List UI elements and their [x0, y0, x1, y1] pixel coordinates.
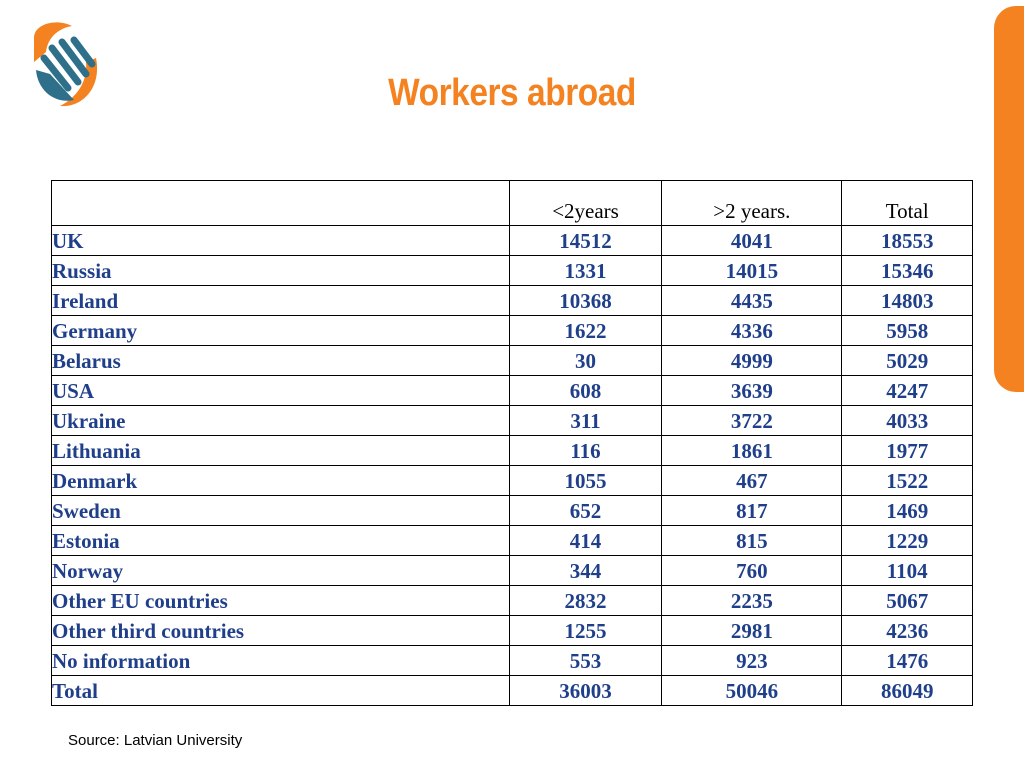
- table-row: [52, 496, 973, 526]
- table-row: [52, 556, 973, 586]
- gt2years-cell: 14015: [662, 256, 842, 286]
- gt2years-cell: 760: [662, 556, 842, 586]
- workers-table: [51, 180, 973, 706]
- total-cell: 1229: [842, 526, 973, 556]
- gt2years-cell: 3722: [662, 406, 842, 436]
- table-row: [52, 376, 973, 406]
- lt2years-cell: 1055: [509, 466, 661, 496]
- table-row: [52, 286, 973, 316]
- table-row: [52, 616, 973, 646]
- gt2years-cell: 4999: [662, 346, 842, 376]
- country-cell: Total: [52, 676, 510, 706]
- header-gt2years: >2 years.: [662, 181, 842, 226]
- country-cell: Norway: [52, 556, 510, 586]
- table-row: [52, 436, 973, 466]
- country-cell: Other third countries: [52, 616, 510, 646]
- gt2years-cell: 50046: [662, 676, 842, 706]
- gt2years-cell: 4041: [662, 226, 842, 256]
- gt2years-cell: 1861: [662, 436, 842, 466]
- country-cell: Belarus: [52, 346, 510, 376]
- lt2years-cell: 414: [509, 526, 661, 556]
- gt2years-cell: 2981: [662, 616, 842, 646]
- country-cell: Estonia: [52, 526, 510, 556]
- table-row: [52, 646, 973, 676]
- total-cell: 1469: [842, 496, 973, 526]
- total-cell: 5029: [842, 346, 973, 376]
- lt2years-cell: 311: [509, 406, 661, 436]
- lt2years-cell: 14512: [509, 226, 661, 256]
- lt2years-cell: 608: [509, 376, 661, 406]
- country-cell: Lithuania: [52, 436, 510, 466]
- country-cell: Sweden: [52, 496, 510, 526]
- table-row: [52, 676, 973, 706]
- lt2years-cell: 1331: [509, 256, 661, 286]
- country-cell: Russia: [52, 256, 510, 286]
- country-cell: UK: [52, 226, 510, 256]
- header-lt2years: <2years: [509, 181, 661, 226]
- total-cell: 1104: [842, 556, 973, 586]
- lt2years-cell: 1255: [509, 616, 661, 646]
- country-cell: USA: [52, 376, 510, 406]
- total-cell: 4247: [842, 376, 973, 406]
- table-row: [52, 586, 973, 616]
- table-body: [52, 226, 973, 706]
- total-cell: 4236: [842, 616, 973, 646]
- total-cell: 5067: [842, 586, 973, 616]
- table-row: [52, 346, 973, 376]
- total-cell: 4033: [842, 406, 973, 436]
- gt2years-cell: 817: [662, 496, 842, 526]
- lt2years-cell: 2832: [509, 586, 661, 616]
- country-cell: Ireland: [52, 286, 510, 316]
- table-row: [52, 526, 973, 556]
- table-row: [52, 226, 973, 256]
- country-cell: No information: [52, 646, 510, 676]
- gt2years-cell: 4435: [662, 286, 842, 316]
- lt2years-cell: 1622: [509, 316, 661, 346]
- gt2years-cell: 815: [662, 526, 842, 556]
- page-title: Workers abroad: [388, 72, 636, 114]
- country-cell: Other EU countries: [52, 586, 510, 616]
- country-cell: Denmark: [52, 466, 510, 496]
- table-header-row: [52, 181, 973, 226]
- header-total: Total: [842, 181, 973, 226]
- lt2years-cell: 553: [509, 646, 661, 676]
- total-cell: 1476: [842, 646, 973, 676]
- total-cell: 1977: [842, 436, 973, 466]
- country-cell: Germany: [52, 316, 510, 346]
- lt2years-cell: 36003: [509, 676, 661, 706]
- table-row: [52, 406, 973, 436]
- country-cell: Ukraine: [52, 406, 510, 436]
- total-cell: 1522: [842, 466, 973, 496]
- lt2years-cell: 344: [509, 556, 661, 586]
- lt2years-cell: 116: [509, 436, 661, 466]
- lt2years-cell: 652: [509, 496, 661, 526]
- source-note: Source: Latvian University: [68, 732, 243, 749]
- decorative-side-bar: [994, 6, 1024, 392]
- table-row: [52, 466, 973, 496]
- gt2years-cell: 2235: [662, 586, 842, 616]
- lt2years-cell: 10368: [509, 286, 661, 316]
- total-cell: 14803: [842, 286, 973, 316]
- gt2years-cell: 467: [662, 466, 842, 496]
- total-cell: 15346: [842, 256, 973, 286]
- total-cell: 18553: [842, 226, 973, 256]
- gt2years-cell: 4336: [662, 316, 842, 346]
- gt2years-cell: 923: [662, 646, 842, 676]
- total-cell: 5958: [842, 316, 973, 346]
- gt2years-cell: 3639: [662, 376, 842, 406]
- lt2years-cell: 30: [509, 346, 661, 376]
- header-empty: [52, 181, 510, 226]
- table-row: [52, 316, 973, 346]
- total-cell: 86049: [842, 676, 973, 706]
- table-row: [52, 256, 973, 286]
